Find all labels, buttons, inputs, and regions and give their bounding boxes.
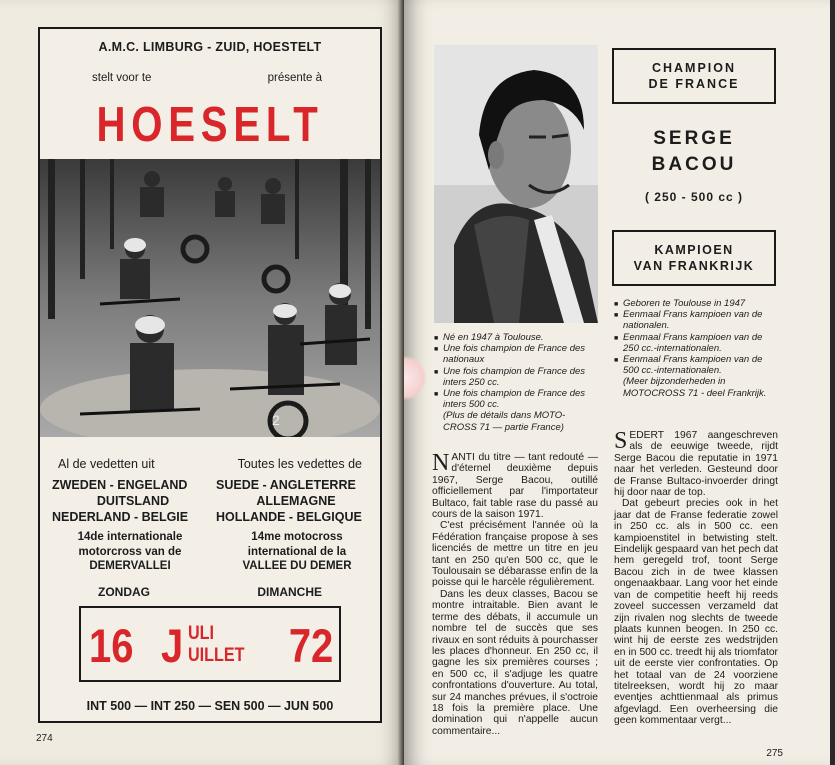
heading-line: CHAMPION bbox=[651, 61, 737, 75]
engine-class: ( 250 - 500 cc ) bbox=[644, 190, 744, 204]
paragraph: EDERT 1967 aangeschreven als de eeuwige tweede, rijdt Serge Bacou die reputatie in 1971 naar het verleden. Gesteund door de Franse Bultaco-invoerder dringt hij door naar de top. bbox=[614, 430, 778, 499]
heading-line: VAN FRANKRIJK bbox=[633, 259, 755, 273]
list-item: ■ Eenmaal Frans kampioen van de 250 cc.-internationalen. bbox=[614, 332, 780, 354]
event-line: international de la bbox=[247, 545, 347, 558]
champion-heading-fr bbox=[612, 48, 776, 104]
rider-portrait-photo bbox=[434, 45, 598, 323]
country-line: DUITSLAND bbox=[96, 494, 170, 508]
event-name-nl bbox=[46, 530, 214, 574]
presents-nl: stelt voor te bbox=[92, 72, 152, 84]
paragraph: C'est précisément l'année où la Fédération française propose à ses licenciés de mettre un titre en jeu tant en 250 qu'en 500 cc, que le Toulousain se débarasse enfin de la poisse qui le harcèle régulièrement. bbox=[432, 520, 598, 589]
paragraph: Dans les deux classes, Bacou se montre intraitable. Bien avant le terme des débats, il accumule un nombre tel de succès que ses rivaux en sont réduits à pourchasser les places d'honneur. En 250 cc, il gagne les six premières courses ; en 500 cc, il s'adjuge les quatre confrontations d'ouverture. Au total, sur 24 manches prévues, il s'octroie 18 fois la première place. Une domination qui n'appelle aucun commentaire... bbox=[432, 588, 598, 737]
right-page bbox=[404, 0, 830, 765]
event-line: motorcross van de bbox=[78, 545, 182, 558]
country-line: SUEDE - ANGLETERRE bbox=[216, 478, 356, 492]
svg-text:2: 2 bbox=[272, 412, 280, 428]
nl-facts-list bbox=[614, 298, 780, 399]
weekday-nl: ZONDAG bbox=[98, 585, 150, 599]
town-title: HOESELT bbox=[96, 98, 324, 152]
event-date-box bbox=[79, 606, 341, 682]
event-line: 14me motocross bbox=[251, 531, 343, 543]
paragraph: Dat gebeurt precies ook in het jaar dat de Franse federatie zowel in 250 cc. als in 500 cc. een kampioenstitel in betwisting stelt. Eindelijk gespaard van het pech dat hem geregeld trof, toont Serge Bacou zich in de twee klassen ongenaakbaar. Lang voor het einde van de competitie heeft hij reeds zoveel successen verzameld dat zijn rivalen nog slechts de tweede plaats kunnen beogen. In 250 cc. wint hij de eerste zes wedstrijden en in 500 cc. treedt hij als triomfator uit de eerste vier confrontaties. Op het totaal van de 24 voorziene titelreeksen, wordt hij zo maar eventjes achttienmaal als primus afgevlagd. Een overheersing die geen kommentaar vergt... bbox=[614, 498, 778, 727]
organizer: A.M.C. LIMBURG - ZUID, HOESTELT bbox=[98, 40, 322, 54]
drop-cap: S bbox=[614, 428, 628, 454]
list-item: ■ Né en 1947 à Toulouse. bbox=[434, 332, 599, 343]
stars-intro-nl: Al de vedetten uit bbox=[58, 457, 155, 471]
more-details-note: (Meer bijzonderheden in MOTOCROSS 71 - deel Frankrijk. bbox=[623, 376, 767, 399]
fr-facts-list bbox=[434, 332, 599, 433]
drop-cap: N bbox=[432, 450, 450, 476]
left-page bbox=[0, 0, 404, 765]
event-name-fr bbox=[214, 530, 380, 574]
countries-fr bbox=[216, 477, 376, 525]
presents-fr: présente à bbox=[267, 72, 322, 84]
paragraph: ANTI du titre — tant redouté — d'éternel deuxième depuis 1967, Serge Bacou, outillé officiellement par l'importateur Bultaco, fait table rase du passé au cours de la saison 1971. bbox=[432, 452, 598, 521]
more-details-note: (Plus de détails dans MOTO-CROSS 71 — partie France) bbox=[443, 410, 566, 433]
country-line: ALLEMAGNE bbox=[256, 494, 336, 508]
list-item: ■ Une fois champion de France des inters 500 cc. bbox=[434, 388, 599, 410]
champion-heading-nl bbox=[612, 230, 776, 286]
heading-line: KAMPIOEN bbox=[654, 243, 734, 257]
motocross-race-photo bbox=[40, 159, 380, 437]
article-nl bbox=[614, 430, 778, 727]
list-item: ■ Eenmaal Frans kampioen van de nationalen. bbox=[614, 309, 780, 331]
event-line: DEMERVALLEI bbox=[89, 560, 171, 572]
country-line: ZWEDEN - ENGELAND bbox=[52, 478, 188, 492]
country-line: HOLLANDE - BELGIQUE bbox=[216, 510, 362, 524]
countries-nl bbox=[52, 477, 214, 525]
date-day: 16 bbox=[89, 619, 134, 672]
race-classes: INT 500 — INT 250 — SEN 500 — JUN 500 bbox=[86, 699, 334, 713]
rider-name bbox=[612, 126, 776, 178]
heading-line: DE FRANCE bbox=[648, 77, 740, 91]
article-fr bbox=[432, 452, 598, 737]
library-stamp bbox=[404, 356, 426, 400]
page-number-right: 275 bbox=[766, 748, 783, 759]
first-name: SERGE bbox=[653, 128, 735, 149]
date-month-fr: UILLET bbox=[188, 645, 245, 666]
last-name: BACOU bbox=[651, 154, 737, 175]
event-poster bbox=[38, 27, 382, 723]
list-item: ■ Eenmaal Frans kampioen van de 500 cc.-internationalen. bbox=[614, 354, 780, 376]
list-item: ■ Geboren te Toulouse in 1947 bbox=[614, 298, 780, 309]
stars-intro-fr: Toutes les vedettes de bbox=[237, 457, 362, 471]
page-number-left: 274 bbox=[36, 733, 53, 744]
date-months bbox=[188, 623, 245, 667]
list-item: ■ Une fois champion de France des inters 250 cc. bbox=[434, 366, 599, 388]
country-line: NEDERLAND - BELGIE bbox=[52, 510, 189, 524]
date-year: 72 bbox=[288, 619, 333, 672]
event-line: VALLEE DU DEMER bbox=[242, 560, 352, 572]
event-line: 14de internationale bbox=[77, 531, 183, 543]
date-month-initial: J bbox=[161, 619, 184, 672]
weekday-fr: DIMANCHE bbox=[257, 585, 322, 599]
date-month-nl: ULI bbox=[188, 623, 215, 644]
list-item: ■ Une fois champion de France des nationaux bbox=[434, 343, 599, 365]
page-edge bbox=[830, 0, 835, 765]
